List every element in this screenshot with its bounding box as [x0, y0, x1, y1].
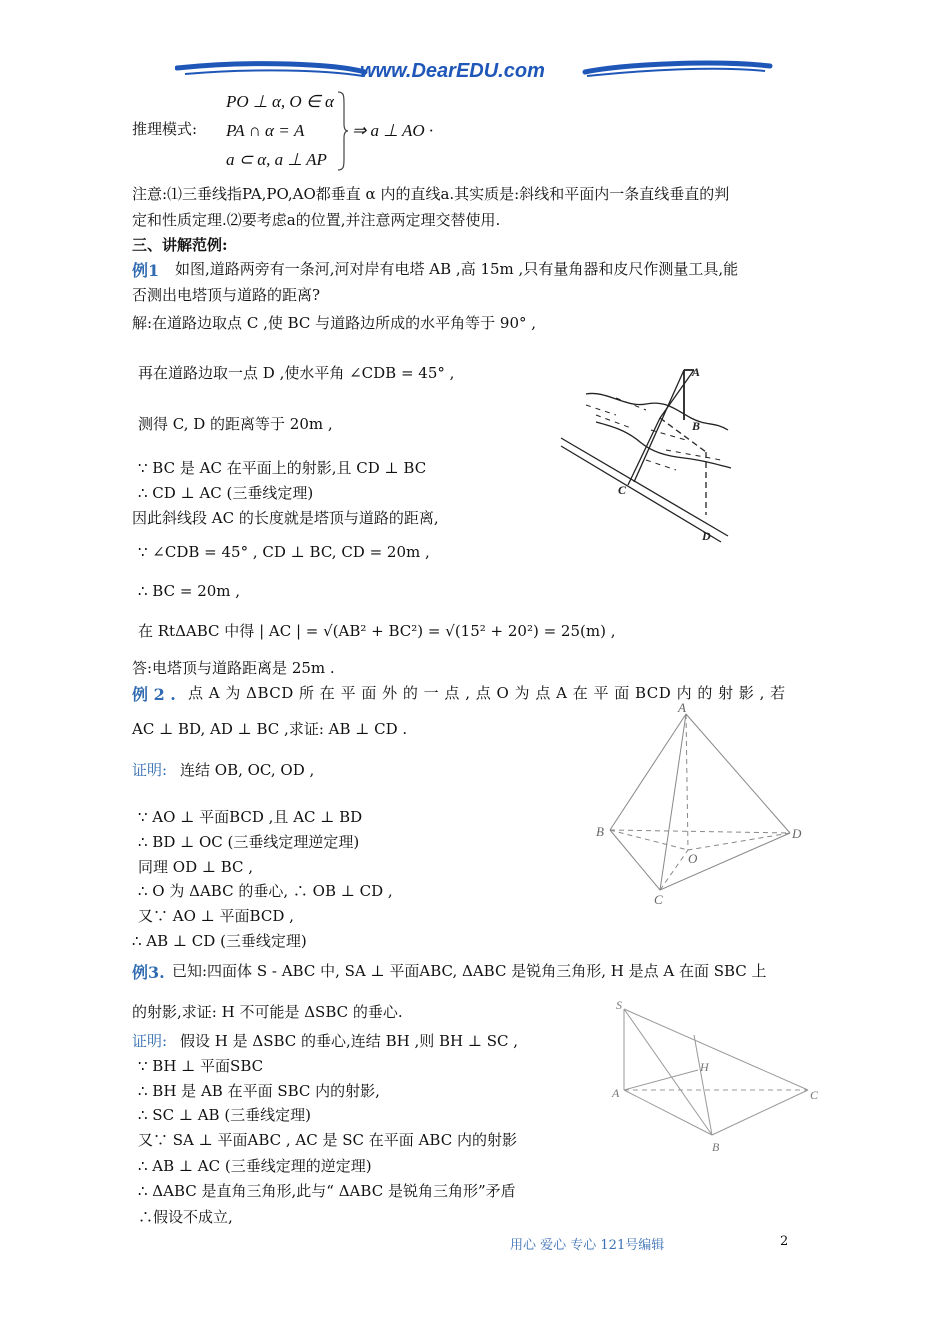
ex1-sol-2: 再在道路边取一点 D ,使水平角 ∠CDB = 45° , [138, 364, 455, 382]
ex3-proof-4: 又∵ SA ⊥ 平面ABC , AC 是 SC 在平面 ABC 内的射影 [138, 1131, 517, 1149]
reasoning-line-1: PO ⊥ α, O ∈ α [226, 92, 334, 111]
ex1-label: 例1 [132, 261, 160, 280]
ex2-proof-label: 证明: [132, 761, 168, 779]
ex2-proof-3: 同理 OD ⊥ BC , [138, 858, 254, 876]
ex3-line-2: 的射影,求证: H 不可能是 ΔSBC 的垂心. [132, 1003, 403, 1021]
ex2-proof-1: ∵ AO ⊥ 平面BCD ,且 AC ⊥ BD [138, 808, 363, 826]
ex3-proof-2: ∴ BH 是 AB 在平面 SBC 内的射影, [138, 1082, 380, 1100]
section-title: 三、讲解范例: [132, 236, 228, 254]
ex3-line-1: 已知:四面体 S - ABC 中, SA ⊥ 平面ABC, ΔABC 是锐角三角形, H 是点 A 在面 SBC 上 [172, 962, 767, 980]
ex1-fig-label-d: D [702, 529, 711, 543]
ex1-sol-6: 因此斜线段 AC 的长度就是塔顶与道路的距离, [132, 509, 439, 527]
ex2-fig-label-b: B [596, 824, 604, 839]
note-line-1: 注意:⑴三垂线指PA,PO,AO都垂直 α 内的直线a.其实质是:斜线和平面内一条直线垂直的判 [132, 185, 730, 203]
ex3-fig-label-c: C [810, 1088, 819, 1102]
ex2-fig-label-a: A [678, 700, 686, 715]
ex3-fig-label-h: H [700, 1060, 709, 1074]
ex2-proof-5: 又∵ AO ⊥ 平面BCD , [138, 907, 294, 925]
ex1-sol-5: ∴ CD ⊥ AC (三垂线定理) [138, 484, 314, 502]
ex3-proof-5: ∴ AB ⊥ AC (三垂线定理的逆定理) [138, 1157, 372, 1175]
ex3-proof-1: ∵ BH ⊥ 平面SBC [138, 1057, 264, 1075]
page-number: 2 [780, 1234, 789, 1249]
ex2-proof-0: 连结 OB, OC, OD , [180, 761, 315, 779]
ex1-sol-3: 测得 C, D 的距离等于 20m , [138, 415, 333, 433]
ex3-fig-label-s: S [616, 998, 622, 1012]
ex2-proof-2: ∴ BD ⊥ OC (三垂线定理逆定理) [138, 833, 360, 851]
ex3-proof-0: 假设 H 是 ΔSBC 的垂心,连结 BH ,则 BH ⊥ SC , [180, 1032, 519, 1050]
ex2-label: 例 2 . [132, 685, 176, 704]
ex1-sol-9: 在 RtΔABC 中得 | AC | = √(AB² + BC²) = √(15² + 20²) = 25(m) , [138, 622, 616, 640]
ex1-sol-8: ∴ BC = 20m , [138, 582, 241, 600]
reasoning-label: 推理模式: [132, 120, 198, 138]
ex1-sol-4: ∵ BC 是 AC 在平面上的射影,且 CD ⊥ BC [138, 459, 427, 477]
ex2-fig-label-o: O [688, 851, 698, 866]
ex1-fig-label-c: C [618, 483, 627, 497]
ex1-answer: 答:电塔顶与道路距离是 25m . [132, 659, 335, 677]
ex2-line-1: 点 A 为 ΔBCD 所 在 平 面 外 的 一 点 , 点 O 为 点 A 在 平 面 BCD 内 的 射 影 , 若 [188, 684, 786, 702]
ex2-fig-label-d: D [792, 826, 802, 841]
reasoning-conclusion: ⇒ a ⊥ AO · [352, 121, 434, 140]
ex3-label: 例3. [132, 963, 165, 982]
ex1-sol-7: ∵ ∠CDB = 45° , CD ⊥ BC, CD = 20m , [138, 543, 430, 561]
ex1-line-2: 否测出电塔顶与道路的距离? [132, 286, 321, 304]
header-url[interactable]: www.DearEDU.com [360, 60, 545, 82]
ex3-proof-3: ∴ SC ⊥ AB (三垂线定理) [138, 1106, 312, 1124]
ex1-line-1: 如图,道路两旁有一条河,河对岸有电塔 AB ,高 15m ,只有量角器和皮尺作测量工具,能 [175, 260, 739, 278]
reasoning-line-3: a ⊂ α, a ⊥ AP [226, 150, 327, 169]
ex2-line-2: AC ⊥ BD, AD ⊥ BC ,求证: AB ⊥ CD . [132, 720, 408, 738]
note-line-2: 定和性质定理.⑵要考虑a的位置,并注意两定理交替使用. [132, 211, 501, 229]
ex3-figure [608, 995, 828, 1160]
ex3-fig-label-b: B [712, 1140, 720, 1154]
reasoning-brace [336, 90, 350, 172]
ex1-fig-label-b: B [692, 419, 701, 433]
ex2-proof-6: ∴ AB ⊥ CD (三垂线定理) [132, 932, 307, 950]
ex3-fig-label-a: A [612, 1086, 620, 1100]
ex1-sol-1: 解:在道路边取点 C ,使 BC 与道路边所成的水平角等于 90° , [132, 314, 537, 332]
ex1-figure [556, 360, 746, 545]
ex3-proof-label: 证明: [132, 1032, 168, 1050]
ex2-fig-label-c: C [654, 892, 663, 907]
ex2-proof-4: ∴ O 为 ΔABC 的垂心, ∴ OB ⊥ CD , [138, 882, 393, 900]
ex3-proof-6: ∴ ΔABC 是直角三角形,此与“ ΔABC 是锐角三角形”矛盾 [138, 1182, 516, 1200]
ex3-proof-7: ∴假设不成立, [138, 1208, 233, 1226]
ex2-figure [590, 700, 810, 910]
ex1-fig-label-a: A [692, 365, 701, 379]
footer-text: 用心 爱心 专心 121号编辑 [510, 1238, 665, 1253]
reasoning-line-2: PA ∩ α = A [226, 121, 305, 140]
